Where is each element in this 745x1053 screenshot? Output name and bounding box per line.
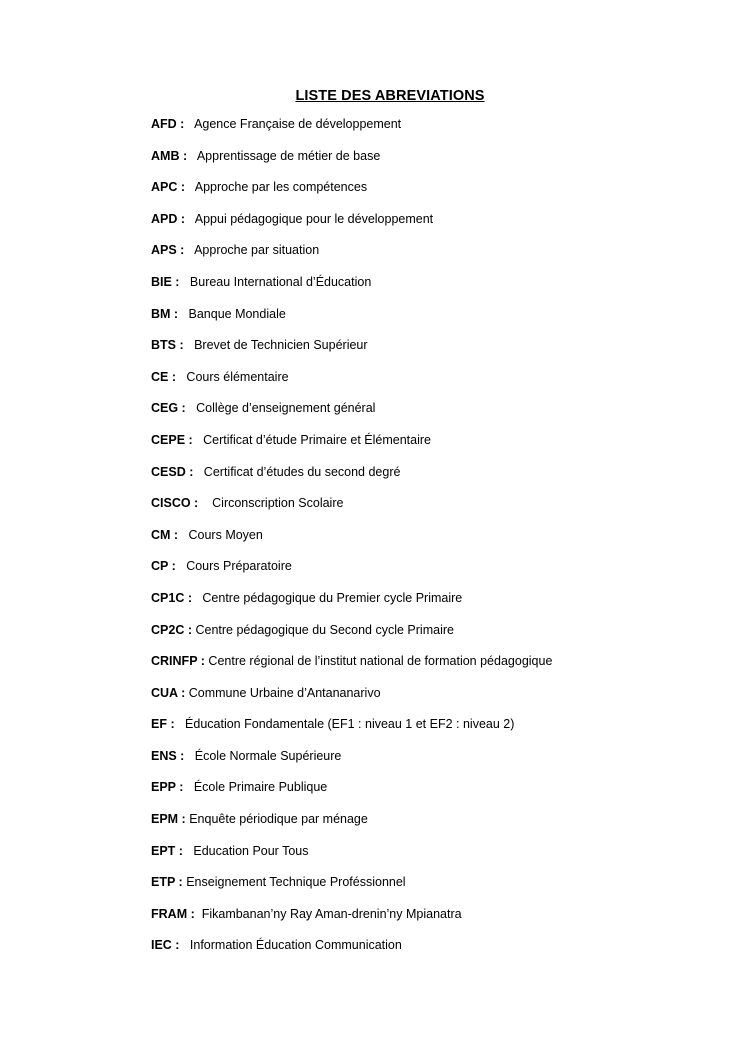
abbreviation-definition: Apprentissage de métier de base [196,148,381,163]
abbreviation-definition: Centre régional de l’institut national de formation pédagogique [208,654,553,669]
abbreviation-entry [151,494,721,526]
abbreviation-definition: Commune Urbaine d’Antananarivo [188,685,381,700]
abbreviation-entry [151,557,721,589]
abbreviation-term: CP1C : [151,590,192,605]
abbreviation-entry [151,747,721,779]
abbreviation-separator [183,844,193,858]
abbreviation-definition: Cours Préparatoire [186,559,292,574]
abbreviation-entry [151,778,721,810]
abbreviation-term: CRINFP : [151,654,205,669]
abbreviation-term: CP2C : [151,622,192,637]
abbreviation-separator [198,496,212,510]
abbreviation-term: AFD : [151,117,185,131]
abbreviation-definition: Certificat d’étude Primaire et Élémentaire [203,432,431,447]
abbreviation-definition: École Primaire Publique [193,780,328,795]
abbreviation-term: FRAM : [151,906,195,921]
abbreviation-definition: Centre pédagogique du Premier cycle Primaire [202,590,463,605]
abbreviation-term: CESD : [151,464,194,479]
abbreviation-separator [195,907,202,921]
abbreviation-definition: École Normale Supérieure [194,748,342,763]
abbreviation-definition: Éducation Fondamentale (EF1 : niveau 1 et EF2 : niveau 2) [185,717,515,732]
abbreviation-separator [175,717,185,731]
abbreviation-definition: Enseignement Technique Proféssionnel [186,875,406,890]
abbreviation-term: IEC : [151,938,180,953]
abbreviation-term: EPM : [151,812,186,827]
abbreviation-definition: Appui pédagogique pour le développement [194,211,434,226]
abbreviation-separator [178,528,188,542]
abbreviation-separator [176,559,186,573]
abbreviation-entry [151,873,721,905]
abbreviation-entry [151,305,721,337]
abbreviation-separator [183,780,193,794]
abbreviation-term: BTS : [151,338,184,353]
abbreviation-definition: Bureau International d’Éducation [189,274,372,289]
abbreviation-separator [192,591,202,605]
abbreviation-separator [185,180,195,194]
abbreviation-entry [151,336,721,368]
abbreviation-term: CP : [151,559,176,574]
abbreviation-definition: Education Pour Tous [193,843,309,858]
abbreviation-definition: Brevet de Technicien Supérieur [194,338,368,353]
abbreviation-separator [184,243,194,257]
abbreviation-separator [185,212,195,226]
abbreviation-definition: Information Éducation Communication [189,938,402,953]
abbreviation-separator [186,401,196,415]
abbreviation-entry [151,621,721,653]
abbreviation-definition: Enquête périodique par ménage [189,812,368,827]
abbreviation-definition: Agence Française de développement [194,117,402,131]
abbreviation-separator [176,370,186,384]
abbreviation-separator [193,433,203,447]
abbreviation-term: EPT : [151,843,183,858]
abbreviation-entry [151,178,721,210]
abbreviation-term: CE : [151,369,176,384]
page-title: LISTE DES ABREVIATIONS [295,88,485,104]
abbreviation-entry [151,936,721,968]
abbreviation-term: BIE : [151,274,180,289]
abbreviation-term: EF : [151,717,175,732]
abbreviation-separator [184,117,194,131]
abbreviation-term: EPP : [151,780,184,795]
abbreviation-entry [151,526,721,558]
abbreviation-definition: Collège d’enseignement général [196,401,376,416]
abbreviation-entry [151,115,721,147]
abbreviation-definition: Cours Moyen [188,527,263,542]
abbreviation-list [151,115,721,968]
abbreviation-entry [151,463,721,495]
abbreviation-term: APD : [151,211,186,226]
abbreviation-definition: Approche par les compétences [194,180,368,195]
abbreviation-entry [151,905,721,937]
abbreviation-entry [151,147,721,179]
abbreviation-term: BM : [151,306,179,321]
abbreviation-term: APC : [151,180,186,195]
abbreviation-separator [179,938,189,952]
abbreviation-term: CEPE : [151,432,193,447]
abbreviation-definition: Centre pédagogique du Second cycle Primaire [195,622,454,637]
abbreviation-definition: Banque Mondiale [188,306,286,321]
abbreviation-entry [151,589,721,621]
abbreviation-entry [151,368,721,400]
abbreviation-term: ETP : [151,875,183,890]
abbreviation-separator [193,465,203,479]
abbreviation-definition: Fikambanan’ny Ray Aman-drenin’ny Mpianatra [201,906,462,921]
abbreviation-separator [187,149,197,163]
abbreviation-entry [151,210,721,242]
abbreviation-definition: Cours élémentaire [186,369,289,384]
abbreviation-entry [151,273,721,305]
abbreviation-term: CUA : [151,685,186,700]
abbreviation-separator [178,307,188,321]
abbreviation-separator [184,338,194,352]
abbreviation-definition: Certificat d’études du second degré [203,464,401,479]
abbreviation-term: CISCO : [151,496,199,511]
abbreviation-definition: Circonscription Scolaire [212,496,344,511]
abbreviation-separator [184,749,194,763]
abbreviation-term: CEG : [151,401,186,416]
abbreviation-entry [151,241,721,273]
abbreviation-entry [151,652,721,684]
abbreviation-term: ENS : [151,748,185,763]
abbreviation-term: CM : [151,527,179,542]
abbreviation-entry [151,431,721,463]
abbreviation-entry [151,715,721,747]
abbreviation-entry [151,399,721,431]
abbreviation-term: APS : [151,243,185,258]
abbreviation-separator [179,275,189,289]
abbreviation-entry [151,842,721,874]
abbreviation-entry [151,684,721,716]
abbreviation-definition: Approche par situation [194,243,320,258]
abbreviation-term: AMB : [151,148,188,163]
abbreviation-entry [151,810,721,842]
